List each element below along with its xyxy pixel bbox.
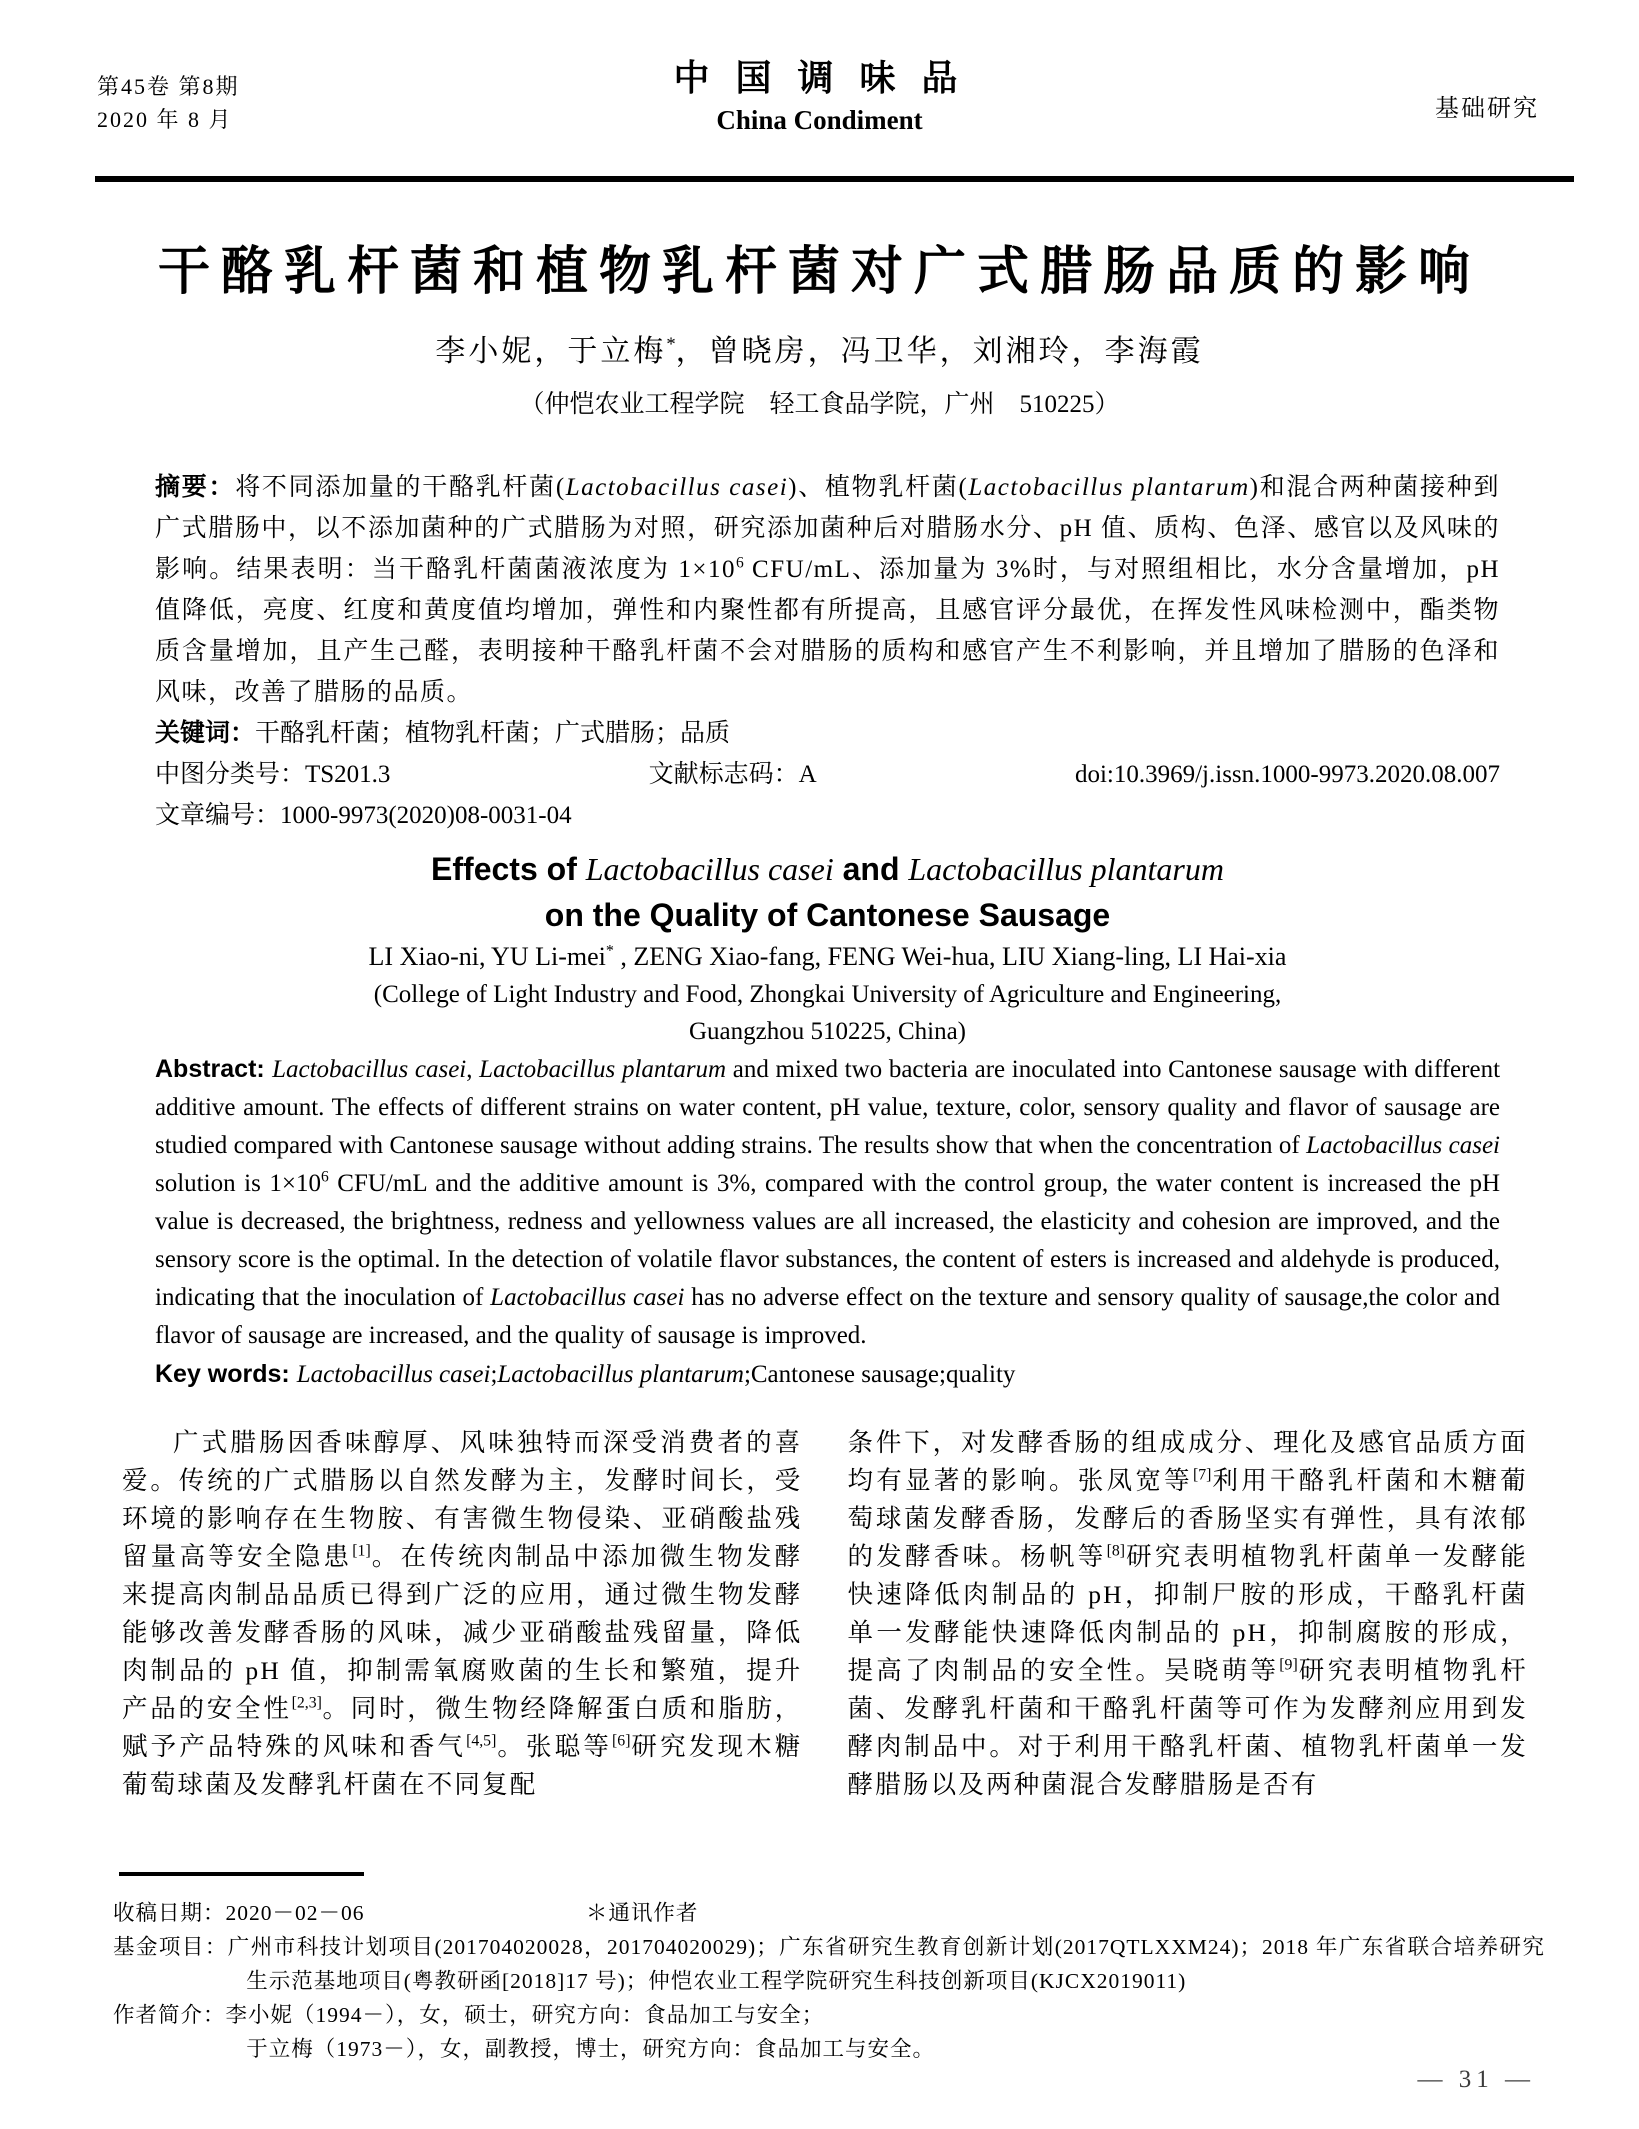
article-title-en-line2: on the Quality of Cantonese Sausage <box>544 897 1111 933</box>
keywords-en: Key words: Lactobacillus casei;Lactobacillus plantarum;Cantonese sausage;quality <box>155 1360 1016 1388</box>
document-code: 文献标志码：A <box>648 761 817 788</box>
affiliation-en-line2: Guangzhou 510225, China) <box>688 1018 967 1045</box>
article-title-en-line1: Effects of Lactobacillus casei and Lactobacillus plantarum <box>431 851 1224 887</box>
keywords-cn: 关键词：干酪乳杆菌；植物乳杆菌；广式腊肠；品质 <box>155 719 731 747</box>
volume-issue: 第45卷 第8期 <box>97 74 240 99</box>
article-content <box>0 182 1639 1804</box>
author-bio-1: 作者简介：李小妮（1994－），女，硕士，研究方向：食品加工与安全； <box>113 2003 825 2027</box>
journal-name-block <box>0 50 1639 136</box>
author-bio-2: 于立梅（1973－），女，副教授，博士，研究方向：食品加工与安全。 <box>246 2037 936 2061</box>
journal-name-cn: 中 国 调 味 品 <box>673 57 966 98</box>
corresponding-author-note: ＊通讯作者 <box>585 1901 699 1925</box>
front-matter <box>155 467 1500 1394</box>
received-line <box>113 1896 1545 1930</box>
body-column-1: 广式腊肠因香味醇厚、风味独特而深受消费者的喜爱。传统的广式腊肠以自然发酵为主，发酵时间长，受环境的影响存在生物胺、有害微生物侵染、亚硝酸盐残留量高等安全隐患[1]。在传统肉制品中添加微生物发酵来提高肉制品品质已得到广泛的应用，通过微生物发酵能够改善发酵香肠的风味，减少亚硝酸盐残留量，降低肉制品的 pH 值，抑制需氧腐败菌的生长和繁殖，提升产品的安全性[2,3]。同时，微生物经降解蛋白质和脂肪，赋予产品特殊的风味和香气[4,5]。张聪等[6]研究发现木糖葡萄球菌及发酵乳杆菌在不同复配 <box>122 1428 803 1799</box>
article-title-cn: 干酪乳杆菌和植物乳杆菌对广式腊肠品质的影响 <box>157 243 1481 301</box>
article-number: 文章编号：1000-9973(2020)08-0031-04 <box>155 802 572 829</box>
body-column-2: 条件下，对发酵香肠的组成成分、理化及感官品质方面均有显著的影响。张凤宽等[7]利用干酪乳杆菌和木糖葡萄球菌发酵香肠，发酵后的香肠坚实有弹性，具有浓郁的发酵香味。杨帆等[8]研究表明植物乳杆菌单一发酵能快速降低肉制品的 pH，抑制尸胺的形成，干酪乳杆菌单一发酵能快速降低肉制品的 pH，抑制腐胺的形成，提高了肉制品的安全性。吴晓萌等[9]研究表明植物乳杆菌、发酵乳杆菌和干酪乳杆菌等可作为发酵剂应用到发酵肉制品中。对于利用干酪乳杆菌、植物乳杆菌单一发酵腊肠以及两种菌混合发酵腊肠是否有 <box>847 1428 1529 1799</box>
affiliation-cn: （仲恺农业工程学院 轻工食品学院，广州 510225） <box>519 391 1120 418</box>
issue-date: 2020 年 8 月 <box>97 107 233 132</box>
affiliation-en <box>155 976 1500 1050</box>
doi: doi:10.3969/j.issn.1000-9973.2020.08.007 <box>1074 761 1500 788</box>
classification-line <box>155 754 1500 795</box>
funding-note: 基金项目：广州市科技计划项目(201704020028，201704020029)；广东省研究生教育创新计划(2017QTLXXM24)；2018 年广东省联合培养研究生示范基地项目(粤教研函[2018]17 号)；仲恺农业工程学院研究生科技创新项目(KJCX2019011) <box>113 1935 1545 1993</box>
authors-en: LI Xiao-ni, YU Li-mei* , ZENG Xiao-fang, FENG Wei-hua, LIU Xiang-ling, LI Hai-xia <box>368 942 1287 971</box>
abstract-en: Abstract: Lactobacillus casei, Lactobacillus plantarum and mixed two bacteria are inoculated into Cantonese sausage with different additive amount. The effects of different strains on water content, pH value, texture, color, sensory quality and flavor of sausage are studied compared with Cantonese sausage without adding strains. The results show that when the concentration of Lactobacillus casei solution is $1\times 10^6$ CFU/mL and the additive amount is 3%, compared with the control group, the water content is increased the pH value is decreased, the brightness, redness and yellowness values are all increased, the elasticity and cohesion are improved, and the sensory score is the optimal. In the detection of volatile flavor substances, the content of esters is increased and aldehyde is produced, indicating that the inoculation of Lactobacillus casei has no adverse effect on the texture and sensory quality of sausage,the color and flavor of sausage are increased, and the quality of sausage is improved. <box>155 1055 1501 1349</box>
body-text <box>122 1424 1528 1804</box>
footnote-block <box>113 1872 1545 2066</box>
article-title-en <box>155 846 1500 938</box>
section-label: 基础研究 <box>1435 96 1539 122</box>
footnote-rule <box>119 1872 364 1876</box>
journal-name-en: China Condiment <box>716 105 923 135</box>
page-header <box>0 0 1639 176</box>
affiliation-en-line1: (College of Light Industry and Food, Zhongkai University of Agriculture and Engineering, <box>373 981 1282 1008</box>
authors-cn: 李小妮，于立梅*，曾晓房，冯卫华，刘湘玲，李海霞 <box>435 334 1204 368</box>
abstract-cn: 摘要：将不同添加量的干酪乳杆菌(Lactobacillus casei)、植物乳杆菌(Lactobacillus plantarum)和混合两种菌接种到广式腊肠中，以不添加菌种的广式腊肠为对照，研究添加菌种后对腊肠水分、pH 值、质构、色泽、感官以及风味的影响。结果表明：当干酪乳杆菌菌液浓度为 $1\times 10^6$ CFU/mL、添加量为 3%时，与对照组相比，水分含量增加，pH 值降低，亮度、红度和黄度值均增加，弹性和内聚性都有所提高，且感官评分最优，在挥发性风味检测中，酯类物质含量增加，且产生己醛，表明接种干酪乳杆菌不会对腊肠的质构和感官产生不利影响，并且增加了腊肠的色泽和风味，改善了腊肠的品质。 <box>155 473 1500 706</box>
clc-number: 中图分类号：TS201.3 <box>155 761 391 788</box>
page-number: — 31 — <box>1417 2066 1535 2093</box>
received-date: 收稿日期：2020－02－06 <box>113 1901 365 1925</box>
